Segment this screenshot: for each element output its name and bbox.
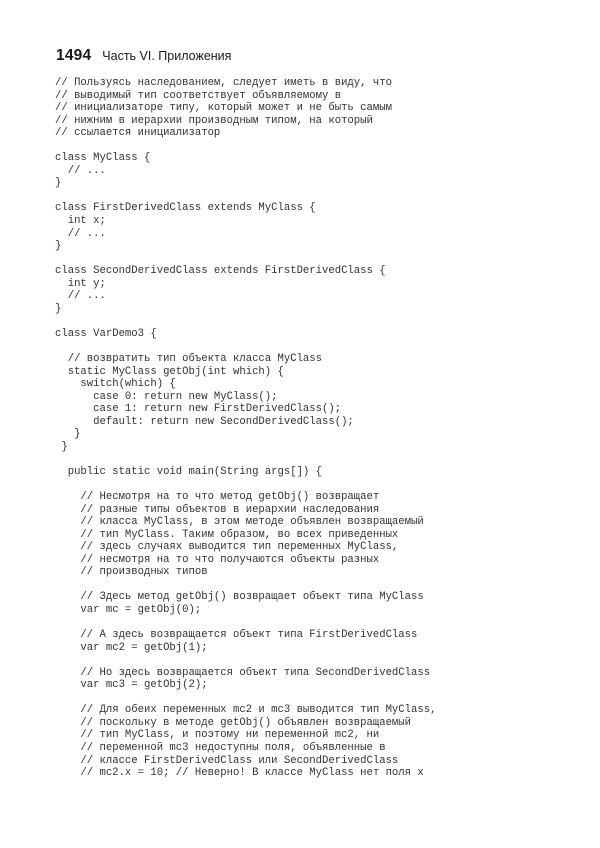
- code-line: [55, 140, 436, 153]
- code-line: int x;: [55, 215, 106, 228]
- code-line: int y;: [55, 277, 106, 290]
- code-line: default: return new SecondDerivedClass();: [55, 415, 354, 428]
- code-line: // ссылается инициализатор: [55, 127, 221, 140]
- code-line: // А здесь возвращается объект типа FirstDerivedClass: [55, 629, 418, 642]
- code-line: }: [55, 428, 81, 441]
- code-line: var mc3 = getObj(2);: [55, 679, 208, 692]
- code-line: // Для обеих переменных mc2 и mc3 выводится тип MyClass,: [55, 704, 437, 717]
- code-line: switch(which) {: [55, 378, 176, 391]
- page-number: 1494: [56, 47, 92, 64]
- code-listing: [55, 77, 436, 780]
- code-line: [55, 617, 436, 630]
- code-line: [55, 579, 436, 592]
- code-line: var mc2 = getObj(1);: [55, 641, 208, 654]
- code-line: [55, 479, 436, 492]
- code-line: // Пользуясь наследованием, следует иметь в виду, что: [55, 77, 392, 89]
- code-line: [55, 253, 436, 266]
- code-line: static MyClass getObj(int which) {: [55, 365, 284, 378]
- code-line: // Но здесь возвращается объект типа SecondDerivedClass: [55, 666, 431, 679]
- code-line: [55, 315, 436, 328]
- code-line: // несмотря на то что получаются объекты разных: [55, 553, 380, 566]
- code-line: case 0: return new MyClass();: [55, 390, 278, 403]
- chapter-title: Часть VI. Приложения: [102, 49, 232, 63]
- code-line: // Здесь метод getObj() возвращает объект типа MyClass: [55, 591, 424, 604]
- code-line: // производных типов: [55, 566, 208, 579]
- code-line: // тип MyClass. Таким образом, во всех приведенных: [55, 528, 399, 541]
- code-line: }: [55, 177, 62, 190]
- code-line: // разные типы объектов в иерархии наследования: [55, 503, 380, 516]
- code-line: // переменной mc3 недоступны поля, объявленные в: [55, 741, 386, 754]
- code-line: case 1: return new FirstDerivedClass();: [55, 403, 342, 416]
- code-line: [55, 190, 436, 203]
- code-line: [55, 453, 436, 466]
- code-line: }: [55, 240, 62, 253]
- page-header: [56, 47, 231, 71]
- code-line: }: [55, 302, 62, 315]
- code-line: // ...: [55, 227, 106, 240]
- code-line: // класса MyClass, в этом методе объявлен возвращаемый: [55, 516, 424, 529]
- code-line: [55, 340, 436, 353]
- code-line: // ...: [55, 290, 106, 303]
- code-line: class VarDemo3 {: [55, 327, 157, 340]
- code-line: // ...: [55, 164, 106, 177]
- code-line: // выводимый тип соответствует объявляемому в: [55, 89, 342, 102]
- code-line: [55, 654, 436, 667]
- code-line: // инициализаторе типу, который может и не быть самым: [55, 102, 392, 115]
- code-line: // возвратить тип объекта класса MyClass: [55, 353, 323, 366]
- code-line: [55, 692, 436, 705]
- code-line: // поскольку в методе getObj() объявлен возвращаемый: [55, 716, 412, 729]
- code-line: // Несмотря на то что метод getObj() возвращает: [55, 491, 380, 504]
- code-line: // нижним в иерархии производным типом, на который: [55, 114, 373, 127]
- code-line: // тип MyClass, и поэтому ни переменной mc2, ни: [55, 729, 380, 742]
- code-line: class MyClass {: [55, 152, 151, 165]
- code-line: // mc2.x = 10; // Неверно! В классе MyClass нет поля x: [55, 767, 424, 780]
- code-line: var mc = getObj(0);: [55, 603, 202, 616]
- code-line: class SecondDerivedClass extends FirstDerivedClass {: [55, 265, 386, 278]
- code-line: }: [55, 440, 68, 453]
- code-line: class FirstDerivedClass extends MyClass {: [55, 202, 316, 215]
- code-line: public static void main(String args[]) {: [55, 465, 323, 478]
- code-line: // классе FirstDerivedClass или SecondDerivedClass: [55, 754, 399, 767]
- code-line: // здесь случаях выводится тип переменных MyClass,: [55, 541, 399, 554]
